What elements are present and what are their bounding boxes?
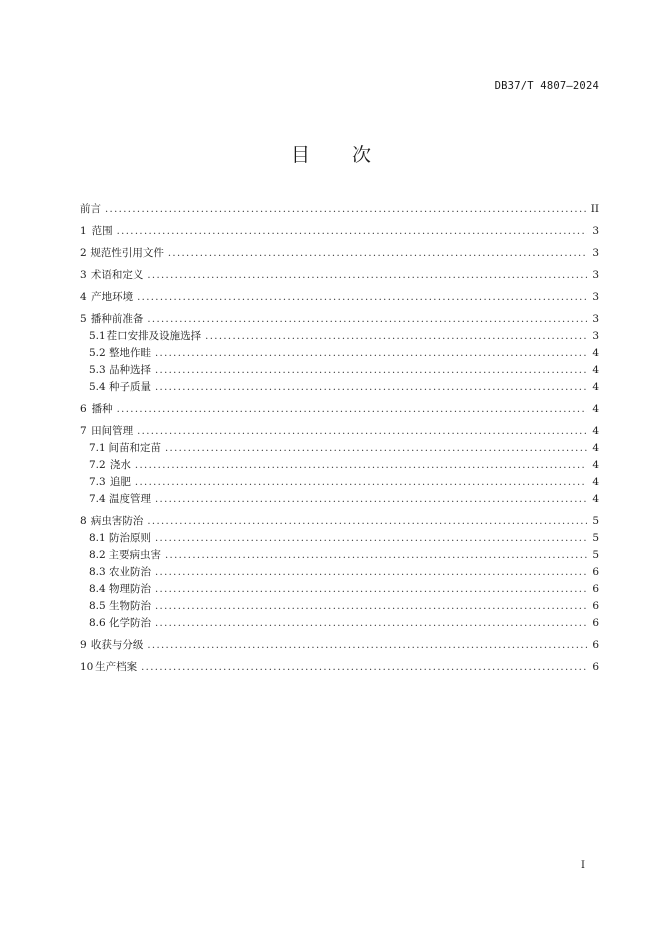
toc-entry-foreword[interactable] [80,201,599,218]
toc-entry-label: 物理防治 [108,583,151,595]
page-number: I [581,860,585,871]
toc-leader-dots [117,223,587,240]
toc-entry-6[interactable] [80,401,599,418]
toc-leader-dots [205,328,587,345]
toc-entry-label: 前言 [80,203,101,215]
toc-entry-1[interactable] [80,223,599,240]
toc-entry-page: 4 [592,381,599,393]
toc-entry-page: 6 [592,583,599,595]
toc-entry-4[interactable] [80,289,599,306]
toc-entry-number: 9 [80,639,87,651]
toc-entry-label: 防治原则 [108,532,151,544]
toc-entry-number: 7.3 [89,476,106,488]
toc-leader-dots [155,379,587,396]
toc-entry-page: 4 [592,493,599,505]
toc-leader-dots [135,457,587,474]
toc-entry-page: 3 [592,330,599,342]
toc-entry-number: 5.2 [89,347,106,359]
toc-entry-label: 规范性引用文件 [90,247,164,259]
toc-leader-dots [105,201,587,218]
toc-entry-page: 5 [592,515,599,527]
toc-entry-number: 7 [80,425,87,437]
toc-entry-label: 整地作畦 [108,347,151,359]
toc-entry-label: 温度管理 [108,493,151,505]
toc-entry-number: 5.4 [89,381,106,393]
toc-entry-page: 3 [592,291,599,303]
toc-leader-dots [155,598,587,615]
toc-entry-5-1[interactable] [80,328,599,345]
toc-leader-dots [147,637,587,654]
toc-entry-number: 7.1 [89,442,106,454]
toc-leader-dots [165,440,587,457]
toc-entry-label: 田间管理 [91,425,134,437]
toc-entry-page: 4 [592,364,599,376]
toc-leader-dots [147,513,587,530]
toc-entry-8-4[interactable] [80,581,599,598]
toc-entry-8-3[interactable] [80,564,599,581]
toc-entry-label: 播种前准备 [90,313,144,325]
toc-leader-dots [155,564,587,581]
toc-leader-dots [155,491,587,508]
toc-entry-label: 间苗和定苗 [108,442,161,454]
toc-entry-number: 8.6 [89,617,106,629]
toc-entry-page: 6 [592,639,599,651]
toc-entry-number: 8.4 [89,583,106,595]
toc-entry-number: 3 [80,269,87,281]
toc-entry-5-2[interactable] [80,345,599,362]
toc-entry-label: 生物防治 [108,600,151,612]
toc-leader-dots [137,289,587,306]
toc-leader-dots [147,267,587,284]
toc-entry-label: 化学防治 [108,617,151,629]
toc-entry-page: 6 [592,566,599,578]
toc-entry-page: 4 [592,403,599,415]
toc-entry-label: 农业防治 [108,566,151,578]
toc-entry-number: 8.3 [89,566,106,578]
toc-entry-page: 6 [592,617,599,629]
toc-entry-number: 5.3 [89,364,106,376]
toc-entry-label: 播种 [91,403,113,415]
toc-entry-7-1[interactable] [80,440,599,457]
toc-entry-page: 4 [592,425,599,437]
toc-entry-9[interactable] [80,637,599,654]
toc-entry-label: 品种选择 [108,364,151,376]
toc-entry-page: 3 [592,225,599,237]
toc-entry-number: 7.4 [89,493,106,505]
toc-entry-page: 4 [592,459,599,471]
toc-entry-number: 6 [80,403,87,415]
toc-entry-2[interactable] [80,245,599,262]
toc-entry-8-2[interactable] [80,547,599,564]
toc-entry-page: 6 [592,600,599,612]
toc-title [0,140,662,167]
toc-entry-8-5[interactable] [80,598,599,615]
toc-entry-page: 3 [592,313,599,325]
toc-title-char-1: 目 [290,144,310,166]
toc-entry-number: 5.1 [89,330,106,342]
toc-entry-number: 8.1 [89,532,106,544]
toc-entry-7[interactable] [80,423,599,440]
toc-entry-8[interactable] [80,513,599,530]
toc-entry-label: 茬口安排及设施选择 [106,330,202,342]
toc-entry-page: 5 [592,532,599,544]
toc-entry-number: 5 [80,313,87,325]
toc-entry-page: 4 [592,476,599,488]
toc-entry-page: II [590,203,599,215]
toc-entry-3[interactable] [80,267,599,284]
toc-entry-5-4[interactable] [80,379,599,396]
toc-entry-7-4[interactable] [80,491,599,508]
toc-entry-number: 7.2 [89,459,106,471]
toc-leader-dots [137,423,587,440]
toc-leader-dots [155,581,587,598]
toc-entry-10[interactable] [80,659,599,676]
toc-entry-page: 4 [592,347,599,359]
toc-entry-page: 6 [592,661,599,673]
toc-title-char-2: 次 [352,144,372,166]
toc-entry-number: 8.5 [89,600,106,612]
toc-leader-dots [135,474,587,491]
toc-leader-dots [155,362,587,379]
toc-entry-page: 3 [592,269,599,281]
toc-entry-number: 2 [80,247,87,259]
toc-entry-number: 8 [80,515,87,527]
toc-entry-label: 种子质量 [108,381,151,393]
toc-entry-label: 浇水 [109,459,131,471]
toc-entry-label: 范围 [91,225,113,237]
toc-leader-dots [165,547,587,564]
toc-entry-number: 1 [80,225,87,237]
toc-entry-page: 3 [592,247,599,259]
toc-entry-5-3[interactable] [80,362,599,379]
toc-entry-label: 主要病虫害 [108,549,161,561]
toc-entry-label: 收获与分级 [90,639,144,651]
toc-entry-5[interactable] [80,311,599,328]
toc-entry-7-3[interactable] [80,474,599,491]
toc-entry-label: 追肥 [109,476,131,488]
toc-entry-number: 4 [80,291,87,303]
toc-entry-page: 5 [592,549,599,561]
toc-entry-label: 生产档案 [95,661,138,673]
toc-leader-dots [155,345,587,362]
toc-leader-dots [147,311,587,328]
toc-entry-number: 8.2 [89,549,106,561]
toc-leader-dots [117,401,587,418]
toc-entry-8-1[interactable] [80,530,599,547]
table-of-contents [80,201,599,676]
toc-entry-page: 4 [592,442,599,454]
toc-leader-dots [155,530,587,547]
toc-entry-7-2[interactable] [80,457,599,474]
toc-entry-label: 病虫害防治 [90,515,144,527]
toc-leader-dots [141,659,587,676]
toc-entry-number: 10 [80,661,94,673]
document-code: DB37/T 4807—2024 [494,80,599,92]
toc-entry-8-6[interactable] [80,615,599,632]
toc-leader-dots [155,615,587,632]
toc-leader-dots [168,245,587,262]
toc-entry-label: 产地环境 [91,291,134,303]
toc-entry-label: 术语和定义 [90,269,144,281]
